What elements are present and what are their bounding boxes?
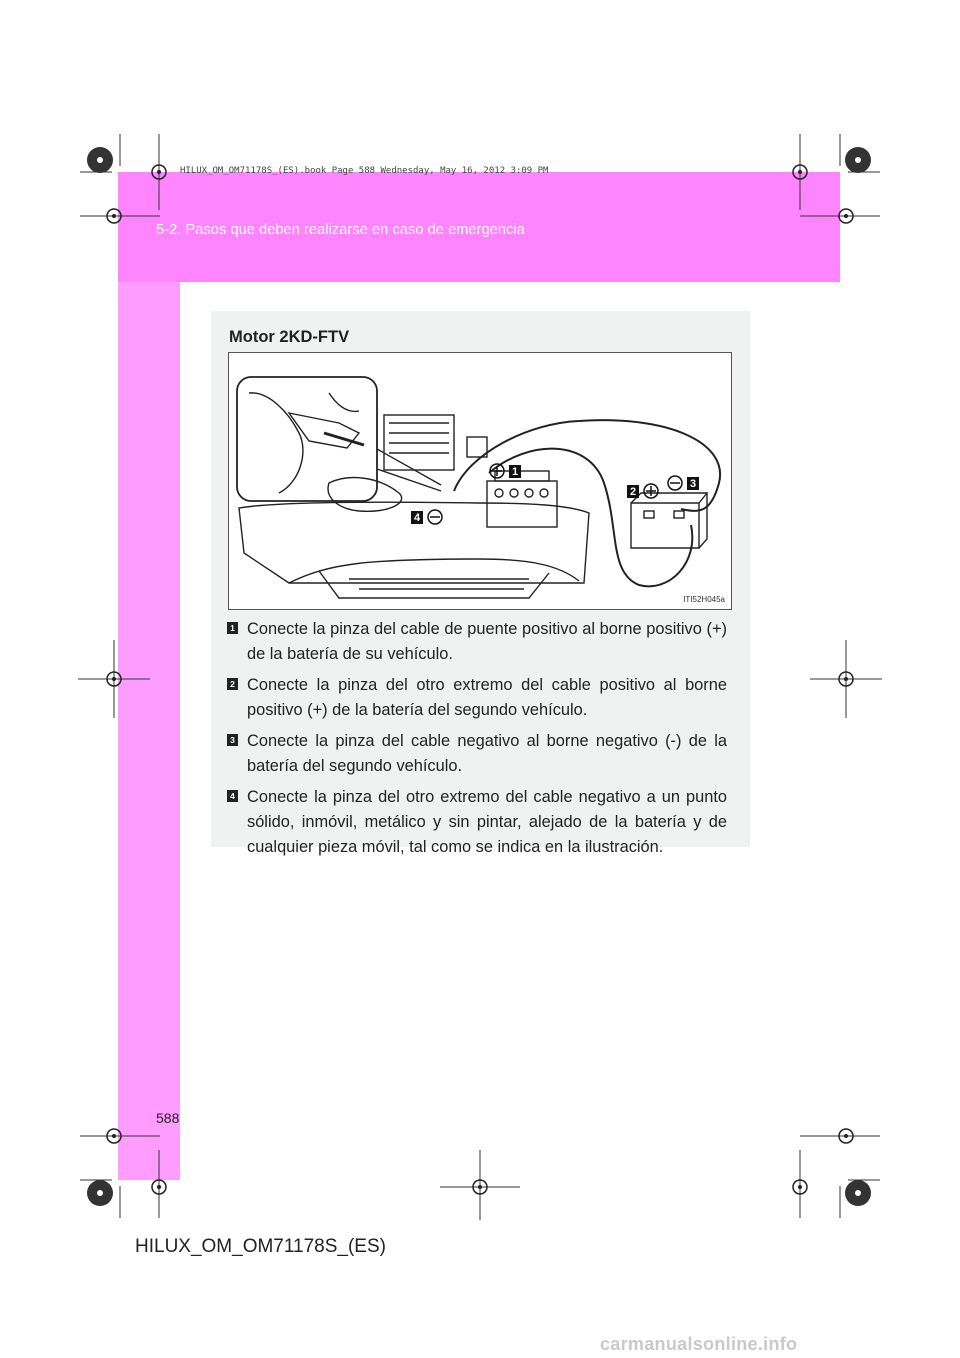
step-number-badge: 3 <box>227 734 238 746</box>
figure-code: ITI52H045a <box>683 595 725 604</box>
callout-2: 2 <box>630 486 637 498</box>
document-code: HILUX_OM_OM71178S_(ES) <box>135 1236 386 1257</box>
jump-start-illustration <box>228 352 732 610</box>
watermark: carmanualsonline.info <box>600 1334 798 1354</box>
book-stamp: HILUX_OM_OM71178S_(ES).book Page 588 Wednesday, May 16, 2012 3:09 PM <box>180 166 549 176</box>
callout-1: 1 <box>512 466 519 478</box>
side-bar <box>118 282 180 1180</box>
step-number-badge: 4 <box>227 790 238 802</box>
steps-list <box>227 617 727 866</box>
instruction-panel <box>211 311 750 856</box>
step-text: Conecte la pinza del otro extremo del cable positivo al borne positivo (+) de la batería del segundo vehículo. <box>247 676 727 719</box>
engine-title: Motor 2KD-FTV <box>229 328 350 346</box>
callout-3: 3 <box>690 478 697 490</box>
callout-4: 4 <box>414 512 421 524</box>
step-item <box>227 617 727 667</box>
step-item <box>227 785 727 860</box>
step-text: Conecte la pinza del cable de puente positivo al borne positivo (+) de la batería de su vehículo. <box>247 620 727 663</box>
engine-bay-drawing <box>229 353 732 610</box>
step-number-badge: 1 <box>227 622 238 634</box>
page-number: 588 <box>156 1110 180 1126</box>
section-title: 5-2. Pasos que deben realizarse en caso de emergencia <box>156 222 525 238</box>
step-text: Conecte la pinza del otro extremo del cable negativo a un punto sólido, inmóvil, metálico y sin pintar, alejado de la batería y de cualquier pieza móvil, tal como se indica en la ilustración. <box>247 788 727 856</box>
step-item <box>227 673 727 723</box>
step-number-badge: 2 <box>227 678 238 690</box>
step-text: Conecte la pinza del cable negativo al borne negativo (-) de la batería del segundo vehículo. <box>247 732 727 775</box>
step-item <box>227 729 727 779</box>
